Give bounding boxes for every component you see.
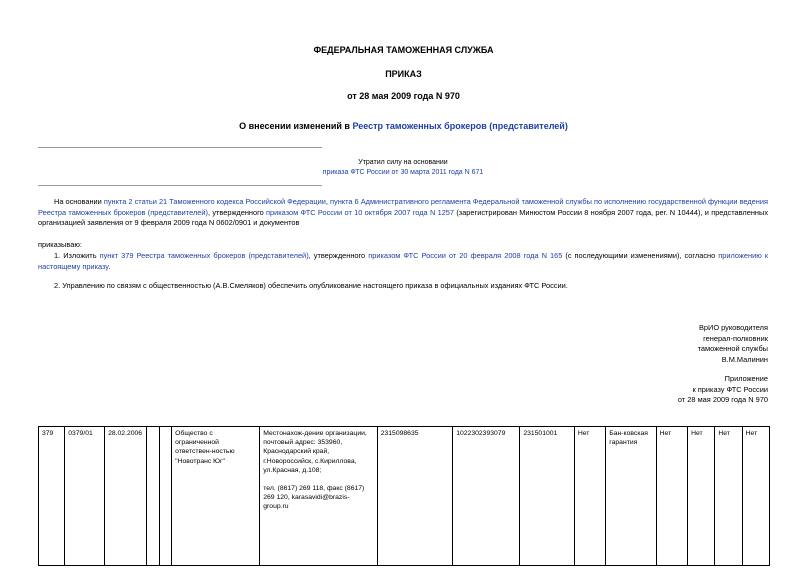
preamble-paragraph xyxy=(38,197,768,229)
cell-reg-number: 0379/01 xyxy=(65,427,105,566)
cell-blank-2 xyxy=(159,427,172,566)
signature-line-1: ВрИО руководителя xyxy=(698,323,768,332)
cell-col-16: Нет xyxy=(742,427,769,566)
cell-address xyxy=(260,427,377,566)
order-165-link[interactable]: приказом ФТС России от 20 февраля 2008 года N 165 xyxy=(368,251,563,260)
customs-code-link[interactable]: пункта 2 статьи 21 Таможенного кодекса Российской Федерации xyxy=(103,197,326,206)
preamble-text-2: , xyxy=(325,197,330,206)
preamble-text-3: , утвержденного xyxy=(207,207,267,217)
item-1-text-2: , утвержденного xyxy=(308,251,369,260)
doc-title-prefix: О внесении изменений в xyxy=(239,121,353,131)
preamble-text-4: (зарегистрирован Минюстом России 8 ноября 2007 года, рег. N 10444), и представленных организацией заявления от 9 февраля 2009 года N 0602/0901 и документов xyxy=(38,207,769,228)
lost-force-link[interactable]: приказа ФТС России от 30 марта 2011 года N 671 xyxy=(322,169,484,176)
cell-blank-1 xyxy=(147,427,160,566)
cell-col-13: Нет xyxy=(656,427,687,566)
cell-inn: 2315098635 xyxy=(377,427,453,566)
cell-kpp: 231501001 xyxy=(520,427,575,566)
table-row xyxy=(39,427,770,566)
cell-number: 379 xyxy=(39,427,65,566)
item-1-text-4: . xyxy=(108,261,111,271)
contacts-text: тел. (8617) 269 118, факс (8617) 269 120, karasavidi@brazis-group.ru xyxy=(263,485,365,511)
appendix-line-1: Приложение xyxy=(724,374,768,383)
preamble-text-1: На основании xyxy=(54,197,104,206)
divider-top xyxy=(38,147,322,148)
item-1-text-3: (с последующими изменениями), согласно xyxy=(562,251,719,260)
lost-force-note xyxy=(38,158,768,178)
appendix-line-3: от 28 мая 2009 года N 970 xyxy=(677,395,768,405)
order-word: приказываю: xyxy=(38,240,82,249)
appendix-link[interactable]: приложению к настоящему приказу xyxy=(38,251,769,271)
cell-guarantee: Бан-ковская гарантия xyxy=(606,427,656,566)
item-1-text-1: 1. Изложить xyxy=(54,251,100,260)
registry-link[interactable]: Реестр таможенных брокеров (представителей) xyxy=(352,121,568,131)
point-379-link[interactable]: пункт 379 Реестра таможенных брокеров (представителей) xyxy=(99,251,309,260)
signature-block xyxy=(560,323,768,365)
signature-name: В.М.Малинин xyxy=(721,354,768,364)
divider-bottom xyxy=(38,185,322,186)
item-1-paragraph xyxy=(38,251,768,272)
registry-table xyxy=(38,426,770,566)
order-1257-link[interactable]: приказом ФТС России от 10 октября 2007 года N 1257 xyxy=(266,207,455,217)
lost-force-text: Утратил силу на основании xyxy=(358,159,448,166)
cell-organization: Общество с ограниченной ответствен-ностью "Новотранс Юг" xyxy=(172,427,260,566)
cell-ogrn: 1022302393079 xyxy=(453,427,520,566)
address-text: Местонахож-дение организации, почтовый адрес: 353960, Краснодарский край, г.Новороссийск, с.Кириллова, ул.Красная, д.108; xyxy=(263,430,367,474)
cell-col-15: Нет xyxy=(715,427,742,566)
agency-heading: ФЕДЕРАЛЬНАЯ ТАМОЖЕННАЯ СЛУЖБА xyxy=(313,45,494,55)
item-2-paragraph: 2. Управлению по связям с общественностью (А.В.Смеляков) обеспечить опубликование настоящего приказа в официальных изданиях ФТС России. xyxy=(54,281,568,290)
signature-line-3: таможенной службы xyxy=(697,344,768,354)
cell-col-11: Нет xyxy=(574,427,605,566)
doc-type-heading: ПРИКАЗ xyxy=(385,69,422,79)
appendix-block xyxy=(560,374,768,406)
cell-col-14: Нет xyxy=(688,427,715,566)
appendix-line-2: к приказу ФТС России xyxy=(692,384,768,394)
doc-title xyxy=(0,121,807,131)
cell-date: 28.02.2006 xyxy=(105,427,147,566)
doc-date-number: от 28 мая 2009 года N 970 xyxy=(347,91,460,101)
signature-line-2: генерал-полковник xyxy=(703,333,768,343)
regulation-link[interactable]: пункта 6 Административного регламента Федеральной таможенной службы по исполнению государственной функции ведения Реестра таможенных брокеров (представителей) xyxy=(38,197,769,217)
